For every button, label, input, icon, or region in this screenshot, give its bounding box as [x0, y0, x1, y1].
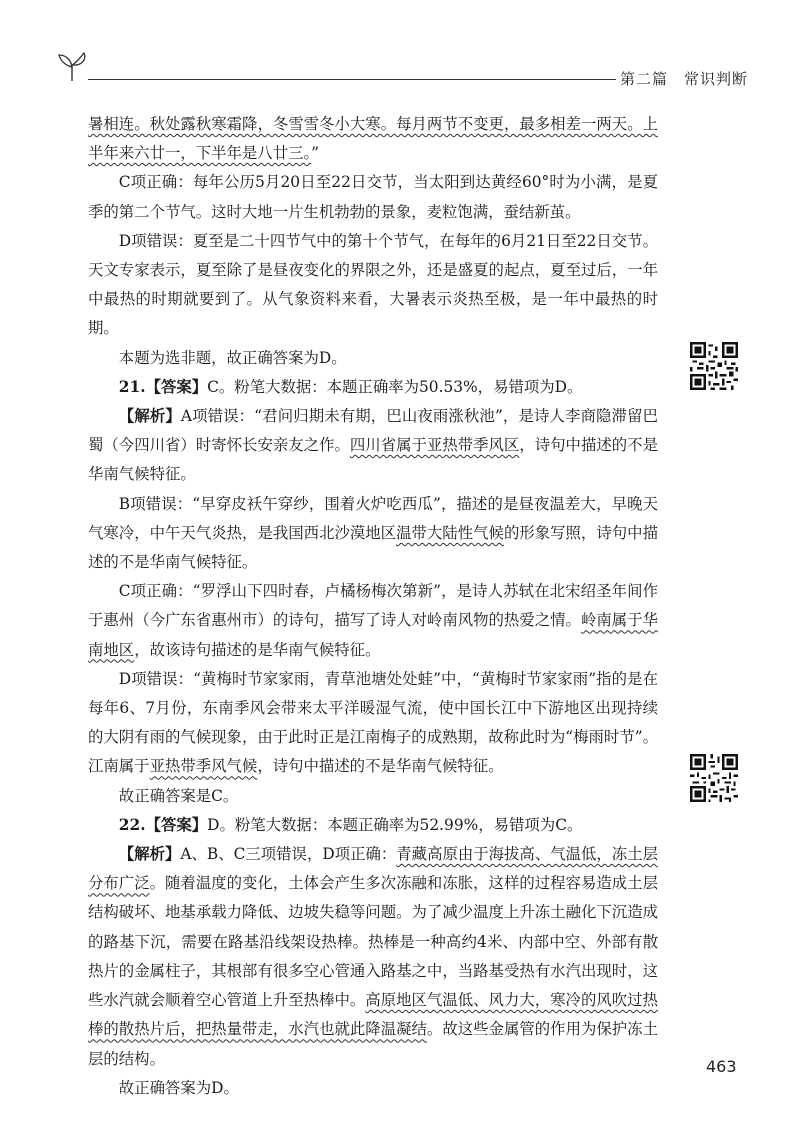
analysis-21-option-b: B项错误：“早穿皮袄午穿纱，围着火炉吃西瓜”，描述的是昼夜温差大，早晚天气寒冷，中午天气炎热，是我国西北沙漠地区温带大陆性气候的形象写照，诗句中描述的不是华南气候特征。: [88, 494, 658, 572]
page-header: [0, 0, 800, 100]
header-divider: [88, 79, 616, 80]
analysis-21-option-a: 【解析】A项错误：“君问归期未有期，巴山夜雨涨秋池”，是诗人李商隐滞留巴蜀（今四川省）时寄怀长安亲友之作。四川省属于亚热带季风区，诗句中描述的不是华南气候特征。: [88, 407, 658, 484]
answer-explanation-body: [88, 110, 658, 1103]
qr-code-icon[interactable]: [690, 754, 738, 802]
analysis-label: 【解析】: [118, 845, 181, 864]
answer-label: 22.【答案】: [118, 815, 208, 834]
analysis-21-option-c: C项正确：“罗浮山下四时春，卢橘杨梅次第新”，是诗人苏轼在北宋绍圣年间作于惠州（今广东省惠州市）的诗句，描写了诗人对岭南风物的热爱之情。岭南属于华南地区，故该诗句描述的是华南气候特征。: [88, 582, 658, 659]
underlined-text: 亚热带季风气候: [149, 757, 258, 776]
analysis-label: 【解析】: [118, 407, 181, 426]
analysis-22: 【解析】A、B、C三项错误，D项正确：青藏高原由于海拔高、气温低，冻土层分布广泛。随着温度的变化，土体会产生多次冻融和冻胀，这样的过程容易造成土层结构破坏、地基承载力降低、边坡失稳等问题。为了减少温度上升冻土融化下沉造成的路基下沉，需要在路基沿线架设热棒。热棒是一种高约4米、内部中空、外部有散热片的金属柱子，其根部有很多空心管通入路基之中，当路基受热有水汽出现时，这些水汽就会顺着空心管道上升至热棒中。高原地区气温低、风力大，寒冷的风吹过热棒的散热片后，把热量带走，水汽也就此降温凝结。故这些金属管的作用为保护冻土层的结构。: [88, 845, 658, 1068]
page-number: 463: [706, 1057, 737, 1076]
paragraph-conclusion-22: 故正确答案为D。: [118, 1078, 239, 1097]
underlined-text: 岭南属于华南地区: [88, 611, 658, 659]
qr-code-icon[interactable]: [690, 342, 738, 390]
analysis-21-option-d: D项错误：“黄梅时节家家雨，青草池塘处处蛙”中，“黄梅时节家家雨”指的是在每年6、7月份，东南季风会带来太平洋暖湿气流，使中国长江中下游地区出现持续的大阴有雨的气候现象，由于此时正是江南梅子的成熟期，故称此时为“梅雨时节”。江南属于亚热带季风气候，诗句中描述的不是华南气候特征。: [88, 669, 658, 776]
paragraph-solar-terms-song: 暑相连。秋处露秋寒霜降，冬雪雪冬小大寒。每月两节不变更，最多相差一两天。上半年来六廿一，下半年是八廿三。”: [88, 115, 658, 163]
underlined-text: 高原地区气温低、风力大，寒冷的风吹过热棒的散热片后，把热量带走，水汽也就此降温凝结: [88, 991, 658, 1039]
sprout-icon: [55, 50, 89, 82]
paragraph-option-d-xiazhi: D项错误：夏至是二十四节气中的第十个节气，在每年的6月21日至22日交节。天文专家表示，夏至除了是昼夜变化的界限之外，还是盛夏的起点，夏至过后，一年中最热的时期就要到了。从气象资料来看，大暑表示炎热至极，是一年中最热的时期。: [88, 231, 658, 338]
underlined-text: 四川省属于亚热带季风区: [349, 436, 520, 455]
section-title: 第二篇 常识判断: [620, 70, 749, 88]
answer-22: 22.【答案】D。粉笔大数据：本题正确率为52.99%，易错项为C。: [118, 815, 583, 834]
underlined-text: 青藏高原由于海拔高、气温低，冻土层分布广泛: [88, 845, 658, 893]
underlined-text: 暑相连。秋处露秋寒霜降，冬雪雪冬小大寒。每月两节不变更，最多相差一两天。上半年来六廿一，下半年是八廿三。: [88, 115, 658, 163]
paragraph-conclusion-21: 故正确答案是C。: [118, 786, 239, 805]
answer-label: 21.【答案】: [118, 377, 208, 396]
answer-21: 21.【答案】C。粉笔大数据：本题正确率为50.53%，易错项为D。: [118, 377, 583, 396]
paragraph-option-c-xiaoman: C项正确：每年公历5月20日至22日交节，当太阳到达黄经60°时为小满，是夏季的第二个节气。这时大地一片生机勃勃的景象，麦粒饱满，蚕结新茧。: [88, 173, 658, 221]
underlined-text: 温带大陆性气候: [396, 523, 504, 542]
paragraph-conclusion-20: 本题为选非题，故正确答案为D。: [118, 348, 347, 367]
